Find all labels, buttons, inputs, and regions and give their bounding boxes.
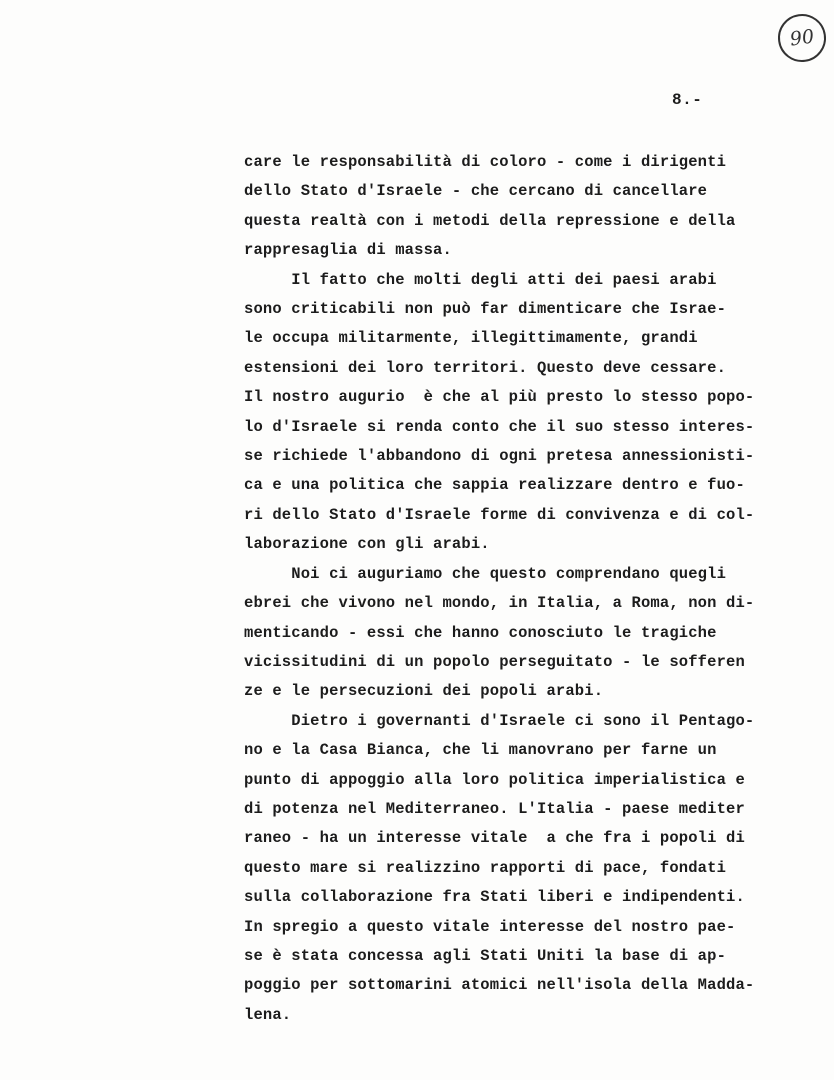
text-line: care le responsabilità di coloro - come i dirigenti xyxy=(244,153,727,171)
text-line: Dietro i governanti d'Israele ci sono il Pentago- xyxy=(244,711,755,730)
page-number: 8.- xyxy=(672,91,703,109)
text-line: laborazione con gli arabi. xyxy=(244,535,490,554)
text-line: punto di appoggio alla loro politica imperialistica e xyxy=(244,770,745,789)
text-line: ze e le persecuzioni dei popoli arabi. xyxy=(244,682,604,701)
text-line: lena. xyxy=(244,1005,292,1024)
folio-stamp: 90 xyxy=(775,11,829,65)
text-line: questo mare si realizzino rapporti di pace, fondati xyxy=(244,858,727,877)
body-text xyxy=(244,148,804,1030)
text-line: ca e una politica che sappia realizzare dentro e fuo- xyxy=(244,476,745,495)
text-line: estensioni dei loro territori. Questo deve cessare. xyxy=(244,358,727,377)
text-line: ri dello Stato d'Israele forme di convivenza e di col- xyxy=(244,505,755,524)
text-line: sono criticabili non può far dimenticare che Israe- xyxy=(244,300,727,319)
text-line: lo d'Israele si renda conto che il suo stesso interes- xyxy=(244,417,755,436)
text-line: menticando - essi che hanno conosciuto le tragiche xyxy=(244,623,717,642)
text-line: ebrei che vivono nel mondo, in Italia, a Roma, non di- xyxy=(244,594,755,613)
text-line: Il nostro augurio è che al più presto lo stesso popo- xyxy=(244,388,755,407)
text-line: dello Stato d'Israele - che cercano di cancellare xyxy=(244,182,708,201)
text-line: se richiede l'abbandono di ogni pretesa annessionisti- xyxy=(244,447,755,466)
text-line: questa realtà con i metodi della repressione e della xyxy=(244,211,736,230)
text-line: In spregio a questo vitale interesse del nostro pae- xyxy=(244,917,736,936)
text-line: rappresaglia di massa. xyxy=(244,241,452,260)
text-line: Noi ci auguriamo che questo comprendano quegli xyxy=(244,564,727,583)
text-line: sulla collaborazione fra Stati liberi e indipendenti. xyxy=(244,888,745,907)
text-line: le occupa militarmente, illegittimamente, grandi xyxy=(244,329,698,348)
text-line: Il fatto che molti degli atti dei paesi arabi xyxy=(244,270,717,289)
text-line: no e la Casa Bianca, che li manovrano per farne un xyxy=(244,741,717,760)
text-line: poggio per sottomarini atomici nell'isola della Madda- xyxy=(244,976,755,995)
text-line: raneo - ha un interesse vitale a che fra i popoli di xyxy=(244,829,745,848)
text-line: vicissitudini di un popolo perseguitato - le sofferen xyxy=(244,652,745,671)
text-line: se è stata concessa agli Stati Uniti la base di ap- xyxy=(244,946,727,965)
text-line: di potenza nel Mediterraneo. L'Italia - paese mediter xyxy=(244,799,745,818)
